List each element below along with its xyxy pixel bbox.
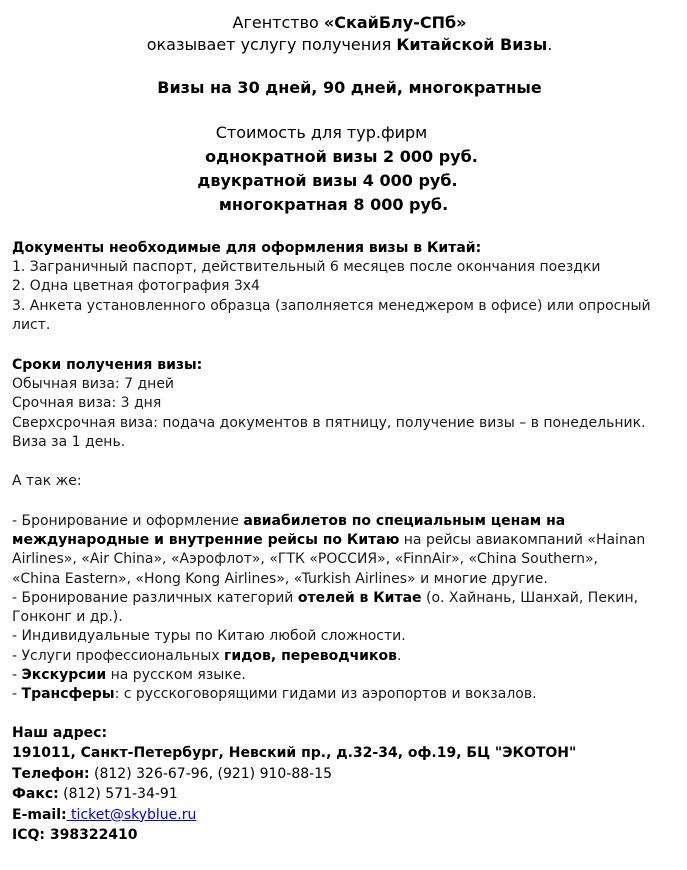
also-label: А так же: bbox=[12, 473, 82, 490]
documents-item: 2. Одна цветная фотография 3x4 bbox=[12, 278, 260, 295]
cost-label: Стоимость для тур.фирм bbox=[215, 123, 428, 142]
service-flights-line4: «China Eastern», «Hong Kong Airlines», «Turkish Airlines» и многие другие. bbox=[12, 570, 548, 587]
phone-label: Телефон: bbox=[12, 765, 90, 782]
excursions-prefix: - bbox=[12, 667, 22, 684]
guides-bold: гидов, переводчиков bbox=[224, 647, 397, 664]
transfers-suffix: : с русскоговорящими гидами из аэропортов и вокзалов. bbox=[114, 686, 537, 703]
cost-single: однократной визы 2 000 руб. bbox=[205, 147, 478, 166]
documents-item: 1. Заграничный паспорт, действительный 6 месяцев после окончания поездки bbox=[12, 259, 601, 275]
guides-suffix: . bbox=[396, 647, 402, 664]
service-tours: - Индивидуальные туры по Китаю любой сложности. bbox=[12, 628, 406, 645]
documents-section bbox=[12, 238, 667, 335]
email-label: E-mail: bbox=[12, 806, 67, 823]
flights-bold-2: международные и внутренние рейсы по Китаю bbox=[12, 531, 400, 548]
icq-row bbox=[12, 825, 667, 846]
service-excursions bbox=[12, 666, 667, 685]
flights-suffix: на рейсы авиакомпаний «Hainan bbox=[399, 531, 646, 548]
transfers-prefix: - bbox=[12, 686, 22, 703]
email-row bbox=[12, 805, 667, 826]
cost-block bbox=[12, 121, 667, 217]
service-hotels-line2: Гонконг и др.). bbox=[12, 609, 123, 626]
address: 191011, Санкт-Петербург, Невский пр., д.32-34, оф.19, БЦ "ЭКОТОН" bbox=[12, 745, 577, 762]
documents-item: 3. Анкета установленного образца (заполняется менеджером в офисе) или опросный bbox=[12, 297, 651, 314]
agency-brand: «СкайБлу-СПб» bbox=[323, 13, 467, 32]
terms-item: Срочная виза: 3 дня bbox=[12, 395, 162, 412]
fax-value: (812) 571-34-91 bbox=[58, 786, 178, 803]
icq-label: ICQ: bbox=[12, 827, 45, 844]
documents-item: лист. bbox=[12, 316, 51, 333]
email-link[interactable]: ticket@skyblue.ru bbox=[66, 806, 197, 823]
excursions-bold: Экскурсии bbox=[21, 667, 107, 684]
fax-label: Факс: bbox=[12, 786, 59, 803]
transfers-bold: Трансферы bbox=[21, 686, 115, 703]
phone-row bbox=[12, 764, 667, 785]
cost-double: двукратной визы 4 000 руб. bbox=[197, 171, 458, 190]
china-visa-heading: Китайской Визы bbox=[396, 35, 548, 54]
contacts-block bbox=[12, 723, 667, 846]
services-section bbox=[12, 512, 667, 705]
terms-item: Виза за 1 день. bbox=[12, 434, 126, 451]
service-flights-line3: Airlines», «Air China», «Аэрофлот», «ГТК «РОССИЯ», «FinnAir», «China Southern», bbox=[12, 551, 598, 568]
icq-value: 398322410 bbox=[44, 827, 138, 844]
service-guides bbox=[12, 647, 667, 666]
phone-value: (812) 326-67-96, (921) 910-88-15 bbox=[89, 765, 333, 782]
excursions-suffix: на русском языке. bbox=[106, 667, 246, 684]
hotels-prefix: - Бронирование различных категорий bbox=[12, 589, 298, 606]
visa-types-heading: Визы на 30 дней, 90 дней, многократные bbox=[157, 78, 542, 97]
flights-prefix: - Бронирование и оформление bbox=[12, 512, 244, 529]
hotels-suffix: (о. Хайнань, Шанхай, Пекин, bbox=[421, 589, 639, 606]
service-header bbox=[32, 34, 667, 56]
agency-header bbox=[32, 12, 667, 34]
service-flights-line1 bbox=[12, 512, 667, 531]
terms-title: Сроки получения визы: bbox=[12, 357, 203, 374]
service-flights-line2 bbox=[12, 531, 667, 550]
documents-title: Документы необходимые для оформления визы в Китай: bbox=[12, 240, 482, 256]
service-hotels-line1 bbox=[12, 589, 667, 608]
header-line2-prefix: оказывает услугу получения bbox=[146, 35, 397, 54]
terms-item: Сверхсрочная виза: подача документов в пятницу, получение визы – в понедельник. bbox=[12, 414, 646, 431]
service-transfers bbox=[12, 685, 667, 704]
fax-row bbox=[12, 784, 667, 805]
terms-section bbox=[12, 355, 667, 452]
address-label: Наш адрес: bbox=[12, 724, 108, 741]
header-line2-suffix: . bbox=[547, 35, 553, 54]
cost-multi: многократная 8 000 руб. bbox=[218, 195, 449, 214]
terms-item: Обычная виза: 7 дней bbox=[12, 376, 175, 393]
flights-bold-1: авиабилетов по специальным ценам на bbox=[243, 512, 566, 529]
header-line1-prefix: Агентство bbox=[232, 13, 324, 32]
guides-prefix: - Услуги профессиональных bbox=[12, 647, 224, 664]
hotels-bold: отелей в Китае bbox=[297, 589, 422, 606]
